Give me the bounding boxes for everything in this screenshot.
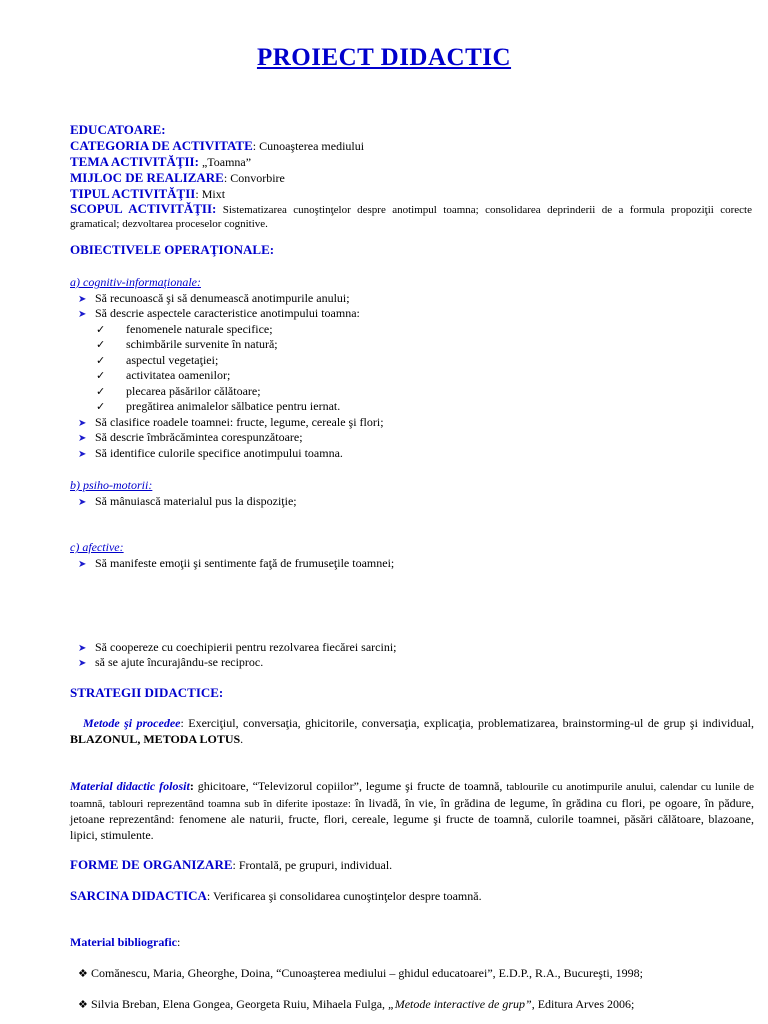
categoria-row: CATEGORIA DE ACTIVITATE: Cunoaşterea mediului bbox=[70, 138, 365, 153]
header-block bbox=[70, 122, 752, 231]
material-paragraph: Material didactic folosit: ghicitoare, “Televizorul copiilor”, legume şi fructe de toamnă, tablourile cu anotimpurile anului, calendar cu lunile de toamnă, tablouri reprezentând toamna sub în diferite ipostaze: în livadă, în vie, în grădina de legume, în grădina cu flori, pe ogoare, în pădure, jetoane reprezentând: fenomene ale naturii, fructe, flori, cereale, legume şi fructe de toamnă, culorile toamnei, păsări călătoare, blazoane, lipici, stimulente. bbox=[70, 779, 754, 842]
list-item: ➤ Să mânuiască materialul pus la dispoziţie; bbox=[78, 494, 297, 508]
sarcina-row: SARCINA DIDACTICA: Verificarea şi consolidarea cunoştinţelor despre toamnă. bbox=[70, 888, 482, 903]
check-item: ✓ schimbările survenite în natură; bbox=[96, 337, 278, 351]
checkmark-icon: ✓ bbox=[96, 324, 106, 336]
arrow-bullet-icon: ➤ bbox=[78, 433, 87, 444]
scopul-row: SCOPUL ACTIVITĂŢII: Sistematizarea cunoştinţelor despre anotimpul toamna; consolidarea deprinderii de a formula propoziţii corecte gramatical; dezvoltarea proceselor cognitive. bbox=[70, 201, 752, 230]
checkmark-icon: ✓ bbox=[96, 386, 106, 398]
arrow-bullet-icon: ➤ bbox=[78, 309, 87, 320]
arrow-bullet-icon: ➤ bbox=[78, 497, 87, 508]
bibliography-item: ❖ Silvia Breban, Elena Gongea, Georgeta Ruiu, Mihaela Fulga, „Metode interactive de grup”, Editura Arves 2006; bbox=[78, 997, 635, 1011]
obiective-heading: OBIECTIVELE OPERAŢIONALE: bbox=[70, 242, 275, 257]
diamond-bullet-icon: ❖ bbox=[78, 968, 88, 980]
check-item: ✓ activitatea oamenilor; bbox=[96, 368, 231, 382]
bibliography-item: ❖ Comănescu, Maria, Gheorghe, Doina, “Cunoaşterea mediului – ghidul educatoarei”, E.D.P., R.A., Bucureşti, 1998; bbox=[78, 966, 643, 980]
tema-row: TEMA ACTIVITĂŢII: „Toamna” bbox=[70, 154, 252, 169]
arrow-bullet-icon: ➤ bbox=[78, 658, 87, 669]
checkmark-icon: ✓ bbox=[96, 401, 106, 413]
check-item: ✓ fenomenele naturale specifice; bbox=[96, 322, 273, 336]
tipul-row: TIPUL ACTIVITĂŢII: Mixt bbox=[70, 186, 226, 201]
cognitive-label: a) cognitiv-informaţionale: bbox=[70, 275, 201, 289]
check-item: ✓ plecarea păsărilor călătoare; bbox=[96, 384, 261, 398]
strategii-heading: STRATEGII DIDACTICE: bbox=[70, 685, 224, 700]
affective-label: c) afective: bbox=[70, 540, 124, 554]
list-item: ➤ Să coopereze cu coechipierii pentru rezolvarea fiecărei sarcini; bbox=[78, 640, 397, 654]
arrow-bullet-icon: ➤ bbox=[78, 559, 87, 570]
diamond-bullet-icon: ❖ bbox=[78, 999, 88, 1011]
metode-paragraph: Metode şi procedee: Exerciţiul, conversaţia, ghicitorile, conversaţia, explicaţia, problematizarea, brainstorming-ul de grup şi individual, BLAZONUL, METODA LOTUS. bbox=[70, 716, 755, 746]
checkmark-icon: ✓ bbox=[96, 339, 106, 351]
check-item: ✓ aspectul vegetaţiei; bbox=[96, 353, 219, 367]
list-item: ➤ Să descrie aspectele caracteristice anotimpului toamna: bbox=[78, 306, 360, 320]
psychomotor-label: b) psiho-motorii: bbox=[70, 478, 153, 492]
list-item: ➤ Să manifeste emoţii şi sentimente faţă de frumuseţile toamnei; bbox=[78, 556, 395, 570]
arrow-bullet-icon: ➤ bbox=[78, 418, 87, 429]
mijloc-row: MIJLOC DE REALIZARE: Convorbire bbox=[70, 170, 285, 185]
list-item: ➤ să se ajute încurajându-se reciproc. bbox=[78, 655, 264, 669]
list-item: ➤ Să recunoască şi să denumească anotimpurile anului; bbox=[78, 291, 350, 305]
bibliografie-heading: Material bibliografic: bbox=[70, 935, 181, 949]
forme-row: FORME DE ORGANIZARE: Frontală, pe grupuri, individual. bbox=[70, 857, 393, 872]
list-item: ➤ Să identifice culorile specifice anotimpului toamna. bbox=[78, 446, 343, 460]
arrow-bullet-icon: ➤ bbox=[78, 294, 87, 305]
educatoare-row: EDUCATOARE: bbox=[70, 122, 166, 137]
list-item: ➤ Să clasifice roadele toamnei: fructe, legume, cereale şi flori; bbox=[78, 415, 384, 429]
arrow-bullet-icon: ➤ bbox=[78, 449, 87, 460]
checkmark-icon: ✓ bbox=[96, 370, 106, 382]
checkmark-icon: ✓ bbox=[96, 355, 106, 367]
list-item: ➤ Să descrie îmbrăcămintea corespunzătoare; bbox=[78, 430, 303, 444]
page-title: PROIECT DIDACTIC bbox=[256, 44, 512, 71]
arrow-bullet-icon: ➤ bbox=[78, 643, 87, 654]
check-item: ✓ pregătirea animalelor sălbatice pentru iernat. bbox=[96, 399, 341, 413]
